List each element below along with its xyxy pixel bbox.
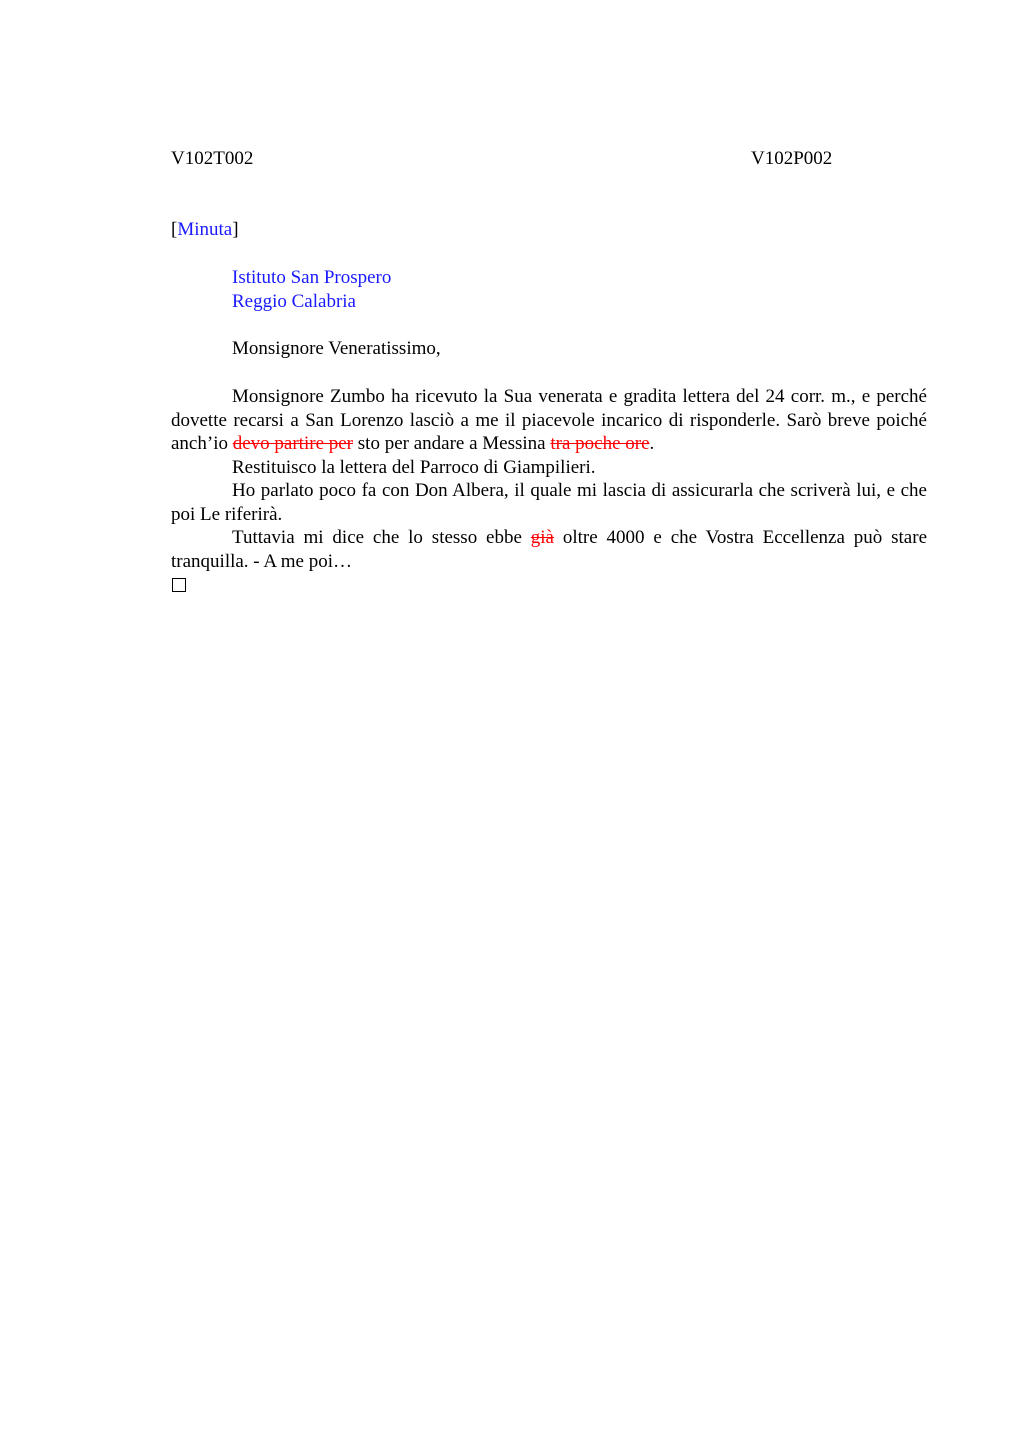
paragraph-1-text-a: Monsignore Zumbo ha ricevuto la Sua venerata e gradita lettera del 24 corr. m., e perché dovette recarsi a San Lorenzo lasciò a me il piacevole incarico di risponderle. Sarò breve poiché anch’io (171, 386, 927, 454)
deleted-text: devo partire per (232, 433, 354, 454)
paragraph-1 (171, 385, 927, 456)
paragraph-4 (171, 526, 927, 573)
paragraph-4-text-b: oltre 4000 e che Vostra Eccellenza può stare tranquilla. - A me poi… (171, 527, 927, 572)
address-line-institute: Istituto San Prospero (232, 267, 392, 288)
deleted-text: tra poche ore (550, 433, 650, 454)
minuta-label: Minuta (177, 219, 233, 240)
deleted-text: già (530, 527, 554, 548)
salutation: Monsignore Veneratissimo, (232, 338, 441, 359)
recipient-address (232, 266, 391, 313)
letter-body (171, 385, 927, 592)
editorial-note (171, 218, 239, 242)
close-bracket: ] (232, 219, 239, 240)
document-code-right: V102P002 (751, 148, 833, 169)
paragraph-1-text-b: sto per andare a Messina (353, 433, 551, 454)
open-bracket: [ (171, 219, 178, 240)
document-code-left: V102T002 (171, 148, 254, 169)
paragraph-4-text-a: Tuttavia mi dice che lo stesso ebbe (232, 527, 531, 548)
empty-checkbox-icon (172, 578, 186, 592)
paragraph-1-text-c: . (649, 433, 655, 454)
paragraph-2: Restituisco la lettera del Parroco di Giampilieri. (232, 456, 596, 478)
address-line-city: Reggio Calabria (232, 290, 356, 312)
paragraph-3: Ho parlato poco fa con Don Albera, il quale mi lascia di assicurarla che scriverà lui, e che poi Le riferirà. (171, 480, 927, 525)
